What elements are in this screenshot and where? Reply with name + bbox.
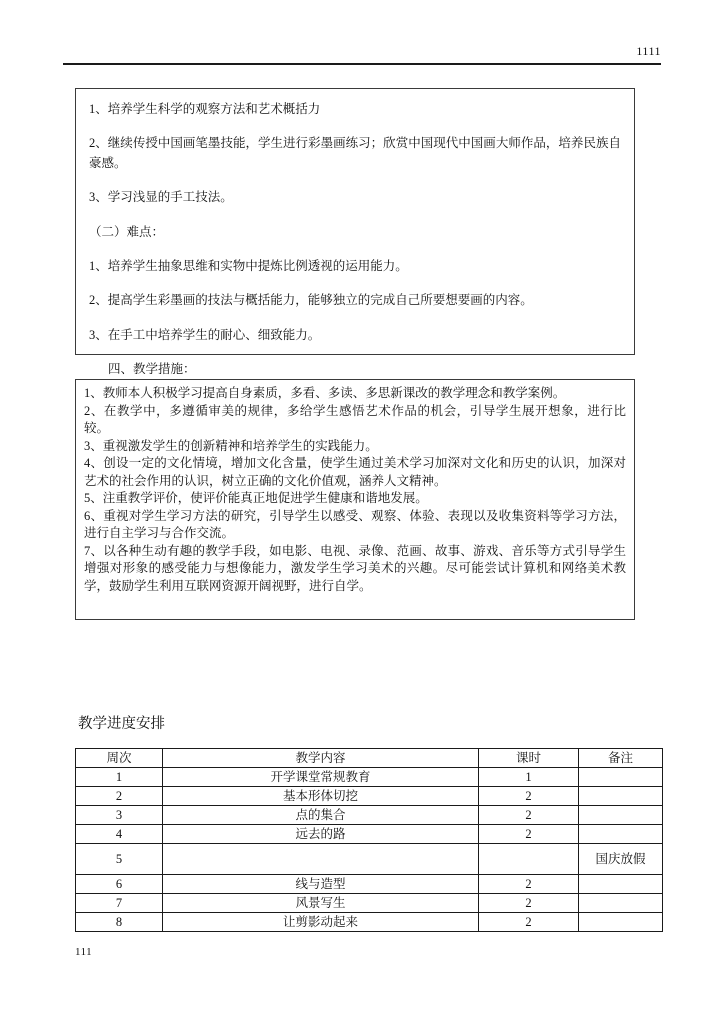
table-cell: 8 [76,913,163,932]
table-cell [579,825,663,844]
table-cell: 6 [76,875,163,894]
table-cell: 开学课堂常规教育 [163,768,479,787]
box1-line: 2、提高学生彩墨画的技法与概括能力，能够独立的完成自己所要想要画的内容。 [89,293,533,308]
table-cell: 7 [76,894,163,913]
table-cell: 2 [479,825,579,844]
box2-line: 2、在教学中，多遵循审美的规律，多给学生感悟艺术作品的机会，引导学生展开想象，进行比较。 [84,403,626,435]
table-cell [579,894,663,913]
table-cell: 风景写生 [163,894,479,913]
table-row [76,787,663,806]
section-heading-measures: 四、教学措施： [108,362,196,376]
table-cell [579,875,663,894]
box2-line: 7、以各种生动有趣的教学手段，如电影、电视、录像、范画、故事、游戏、音乐等方式引导学生增强对形象的感受能力与想像能力，激发学生学习美术的兴趣。尽可能尝试计算机和网络美术教学，鼓励学生利用互联网资源开阔视野，进行自学。 [84,543,626,593]
box1-line: 3、学习浅显的手工技法。 [89,190,233,205]
table-cell [163,844,479,875]
table-cell: 线与造型 [163,875,479,894]
col-header-content: 教学内容 [163,749,479,768]
box2-line: 6、重视对学生学习方法的研究，引导学生以感受、观察、体验、表现以及收集资料等学习方法，进行自主学习与合作交流。 [84,508,626,540]
box1-line: 1、培养学生抽象思维和实物中提炼比例透视的运用能力。 [89,258,408,273]
box1-line: 3、在手工中培养学生的耐心、细致能力。 [89,327,321,342]
table-cell [579,787,663,806]
schedule-table-body [76,768,663,932]
box1-line: 2、继续传授中国画笔墨技能，学生进行彩墨画练习；欣赏中国现代中国画大师作品，培养民族自豪感。 [89,136,621,170]
table-cell: 1 [479,768,579,787]
table-cell [579,806,663,825]
page-header-number: 1111 [636,44,661,58]
table-cell [579,913,663,932]
table-cell: 1 [76,768,163,787]
col-header-remarks: 备注 [579,749,663,768]
box2-line: 5、注重教学评价，使评价能真正地促进学生健康和谐地发展。 [84,491,428,505]
table-cell: 2 [479,894,579,913]
table-row [76,894,663,913]
table-cell: 2 [479,787,579,806]
page-footer-number: 111 [75,946,93,958]
box2-line: 4、创设一定的文化情境，增加文化含量，使学生通过美术学习加深对文化和历史的认识，加深对艺术的社会作用的认识，树立正确的文化价值观，涵养人文精神。 [84,456,626,488]
table-header-row [76,749,663,768]
table-cell [579,768,663,787]
box2-line: 3、重视激发学生的创新精神和培养学生的实践能力。 [84,438,378,453]
table-cell: 基本形体切挖 [163,787,479,806]
col-header-periods: 课时 [479,749,579,768]
table-cell: 远去的路 [163,825,479,844]
header-rule [63,63,661,65]
schedule-table [75,748,663,932]
box1-line: （二）难点： [89,224,165,239]
table-cell: 5 [76,844,163,875]
table-cell: 点的集合 [163,806,479,825]
table-cell [479,844,579,875]
table-row [76,875,663,894]
schedule-title: 教学进度安排 [78,716,165,732]
table-cell: 2 [479,913,579,932]
table-cell: 国庆放假 [579,844,663,875]
table-cell: 4 [76,825,163,844]
table-row [76,768,663,787]
goals-difficulties-box [75,88,635,355]
table-row [76,913,663,932]
box2-line: 1、教师本人积极学习提高自身素质，多看、多读、多思新课改的教学理念和教学案例。 [84,386,566,400]
table-cell: 3 [76,806,163,825]
table-row [76,806,663,825]
box1-line: 1、培养学生科学的观察方法和艺术概括力 [89,102,321,116]
table-cell: 2 [479,875,579,894]
teaching-measures-box [75,379,635,620]
table-cell: 2 [76,787,163,806]
table-cell: 让剪影动起来 [163,913,479,932]
table-row [76,844,663,875]
table-cell: 2 [479,806,579,825]
col-header-week: 周次 [76,749,163,768]
table-row [76,825,663,844]
